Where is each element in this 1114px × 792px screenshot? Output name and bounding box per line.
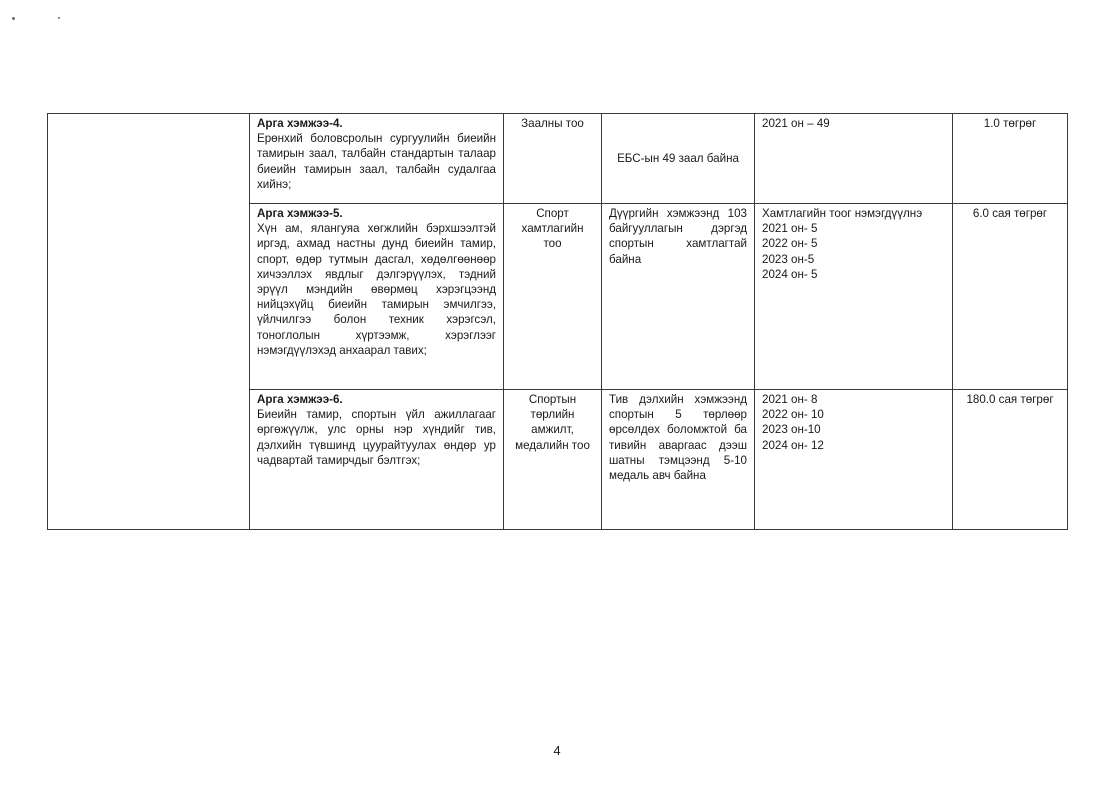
target-cell — [755, 114, 953, 204]
action-cell — [250, 114, 504, 204]
action-title: Арга хэмжээ-4. — [257, 117, 343, 130]
category-cell — [48, 114, 250, 530]
budget-text: 1.0 төгрөг — [983, 117, 1037, 130]
scan-speck — [12, 17, 15, 20]
action-cell — [250, 204, 504, 390]
baseline-cell — [602, 204, 755, 390]
target-line: 2023 он-5 — [762, 252, 815, 266]
action-title: Арга хэмжээ-5. — [257, 207, 343, 220]
baseline-cell — [602, 390, 755, 530]
action-description: Хүн ам, ялангуяа хөгжлийн бэрхшээлтэй иргэд, ахмад настны дунд биеийн тамир, спорт, өдөр тутмын дасгал, хөдөлгөөнөөр хичээллэх явдлыг дэлгэрүүлэх, тэдний эрүүл мэндийн өвөрмөц хэрэгцээнд нийцэхүйц биеийн тамирын эмчилгээ, үйлчилгээ болон техник хэрэгсэл, тоноглолын хүртээмж, хэрэглээг нэмэгдүүлэхэд анхаарал тавих; — [257, 222, 496, 357]
indicator-text: Заалны тоо — [521, 117, 584, 130]
baseline-text: Тив дэлхийн хэмжээнд спортын 5 төрлөөр өрсөлдөх боломжтой ба тивийн аваргаас дээш шатны тэмцээнд 5-10 медаль авч байна — [609, 393, 747, 483]
table-row — [48, 114, 1068, 204]
indicator-cell — [504, 114, 602, 204]
target-line: 2022 он- 5 — [762, 237, 818, 251]
target-cell — [755, 390, 953, 530]
indicator-text: Спорт хамтлагийн тоо — [521, 207, 584, 251]
budget-cell — [953, 114, 1068, 204]
target-line: 2021 он- 8 — [762, 393, 818, 406]
page-number: 4 — [553, 743, 561, 758]
budget-text: 6.0 сая төгрөг — [972, 207, 1048, 220]
indicator-cell — [504, 204, 602, 390]
budget-cell — [953, 204, 1068, 390]
target-cell — [755, 204, 953, 390]
action-description: Биеийн тамир, спортын үйл ажиллагааг өргөжүүлж, улс орны нэр хүндийг тив, дэлхийн түвшинд цуурайтуулах өндөр ур чадвартай тамирчдыг бэлтгэх; — [257, 408, 496, 467]
indicator-cell — [504, 390, 602, 530]
action-plan-table — [47, 113, 1068, 530]
target-line: 2023 он-10 — [762, 423, 821, 437]
target-line: Хамтлагийн тоог нэмэгдүүлнэ — [762, 207, 923, 220]
target-line: 2021 он- 5 — [762, 222, 818, 236]
action-title: Арга хэмжээ-6. — [257, 393, 343, 406]
action-cell — [250, 390, 504, 530]
baseline-text: ЕБС-ын 49 заал байна — [617, 151, 739, 165]
scan-speck — [58, 17, 60, 19]
baseline-text: Дүүргийн хэмжээнд 103 байгууллагын дэргэд спортын хамтлагтай байна — [609, 207, 747, 266]
baseline-cell — [602, 114, 755, 204]
budget-cell — [953, 390, 1068, 530]
target-line: 2022 он- 10 — [762, 408, 824, 422]
target-line: 2024 он- 12 — [762, 438, 824, 452]
budget-text: 180.0 сая төгрөг — [966, 393, 1054, 406]
target-line: 2021 он – 49 — [762, 117, 830, 130]
action-description: Ерөнхий боловсролын сургуулийн биеийн тамирын заал, талбайн стандартын талаар биеийн тамирын заал, талбайн судалгаа хийнэ; — [257, 132, 496, 191]
indicator-text: Спортын төрлийн амжилт, медалийн тоо — [515, 393, 590, 452]
target-line: 2024 он- 5 — [762, 267, 818, 281]
